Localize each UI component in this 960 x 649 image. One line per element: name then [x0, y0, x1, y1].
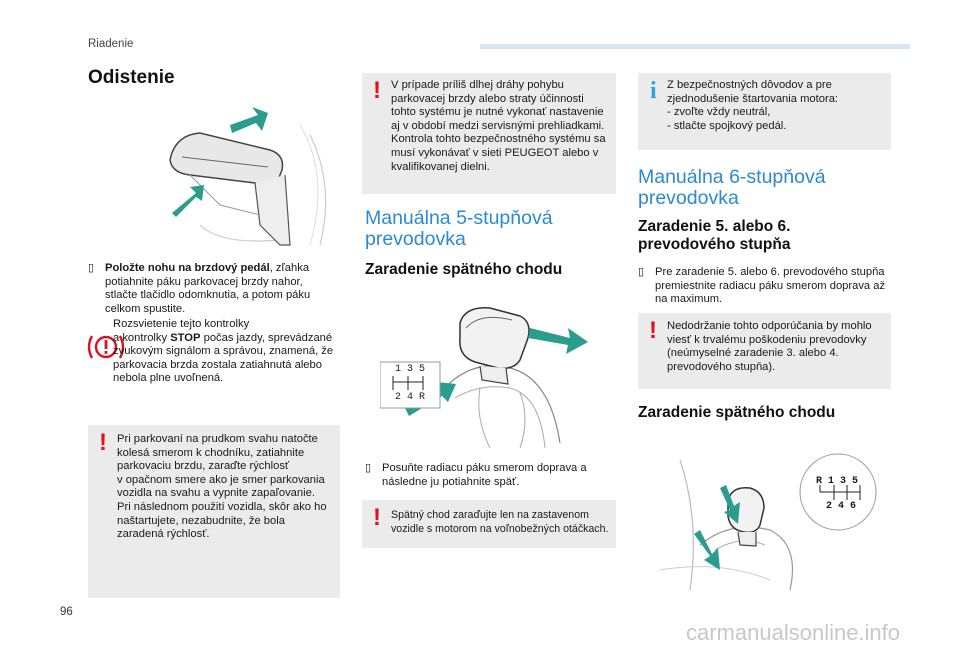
instruction-bold: Položte nohu na brzdový pedál [105, 262, 270, 274]
info-icon: i [650, 78, 657, 104]
section-title-6-speed: Manuálna 6-stupňová prevodovka [638, 166, 826, 209]
gear-pattern-bottom: 2 4 6 [825, 501, 856, 512]
warning-text: Nedodržanie tohto odporúčania by mohlo viesť k trvalému poškodeniu prevodovky (neúmyselné zaradenie 3. alebo 4. prevodového stupňa). [667, 320, 872, 373]
info-text: Z bezpečnostných dôvodov a pre zjednodušenie štartovania motora: - zvoľte vždy neutrál, - stlačte spojkový pedál. [667, 79, 839, 132]
header-label: Riadenie [88, 38, 134, 50]
subtitle-reverse-5: Zaradenie spätného chodu [365, 261, 563, 278]
bullet-icon: ▯ [638, 266, 645, 278]
gear-pattern-top: 1 3 5 [394, 364, 425, 375]
warning-text: Pri parkovaní na prudkom svahu natočte kolesá smerom k chodníku, zatiahnite parkovaciu brzdu, zaraďte rýchlosť v opačnom smere ako je smer parkovania vozidla na svahu a vypnite zapaľovanie. Pri následnom použití vozidla, skôr ako ho naštartujete, nezabudnite, že bola zaradená rýchlosť. [117, 433, 327, 541]
section-title-odistenie: Odistenie [88, 67, 175, 88]
gear-lever-5-illustration [380, 298, 605, 458]
instruction-text: Posuňte radiacu páku smerom doprava a následne ju potiahnite späť. [382, 462, 587, 488]
warning-box-parking-slope [88, 425, 340, 598]
gear-pattern-top: R 1 3 5 [815, 476, 858, 487]
warning-box-gearbox-damage [638, 313, 891, 389]
lamp-text-start: Rozsvietenie tejto kontrolky a kontrolky [113, 318, 250, 344]
page-number: 96 [60, 606, 73, 618]
lamp-text-end: počas jazdy, sprevádzané zvukovým signálom a správou, znamená, že parkovacia brzda zostala zatiahnutá alebo nebola plne uvoľnená. [113, 331, 334, 385]
instruction-bullet-reverse-5 [365, 462, 605, 489]
warning-icon: ! [99, 429, 107, 456]
bullet-icon: ▯ [365, 462, 372, 474]
instruction-text: , zľahka potiahnite páku parkovacej brzdy nahor, stlačte tlačidlo odomknutia, a potom páku celkom spustite. [105, 262, 311, 315]
lamp-text-stop: STOP [170, 331, 201, 344]
info-box-safety [638, 73, 891, 150]
lamp-description [113, 318, 338, 386]
warning-icon: ! [373, 77, 381, 104]
instruction-text: Pre zaradenie 5. alebo 6. prevodového stupňa premiestnite radiacu páku smerom doprava až na maximum. [655, 266, 886, 306]
gear-pattern-bottom: 2 4 R [394, 392, 425, 403]
section-title-5-speed: Manuálna 5-stupňová prevodovka [365, 207, 553, 250]
warning-text: Spätný chod zaraďujte len na zastavenom vozidle s motorom na voľnobežných otáčkach. [391, 509, 609, 535]
header-bar [480, 44, 910, 49]
parking-brake-illustration [160, 95, 340, 255]
warning-icon: ! [649, 317, 657, 344]
subtitle-gear-5-6: Zaradenie 5. alebo 6. prevodového stupňa [638, 218, 791, 253]
instruction-bullet-gear-5-6 [638, 266, 886, 307]
watermark: carmanualsonline.info [686, 620, 901, 645]
warning-icon: ! [373, 504, 381, 531]
subtitle-reverse-6: Zaradenie spätného chodu [638, 404, 836, 421]
instruction-bullet [88, 262, 336, 316]
warning-box-brake-adjust [362, 73, 616, 194]
gear-lever-6-illustration [660, 450, 880, 600]
warning-text: V prípade príliš dlhej dráhy pohybu parkovacej brzdy alebo straty účinnosti tohto systému je nutné vykonať nastavenie aj v období medzi servisnými prehliadkami. Kontrola tohto bezpečnostného systému sa musí vykonávať v sieti PEUGEOT alebo v kvalifikovanej dielni. [391, 79, 606, 173]
bullet-icon: ▯ [88, 262, 95, 274]
warning-box-reverse [362, 500, 616, 548]
